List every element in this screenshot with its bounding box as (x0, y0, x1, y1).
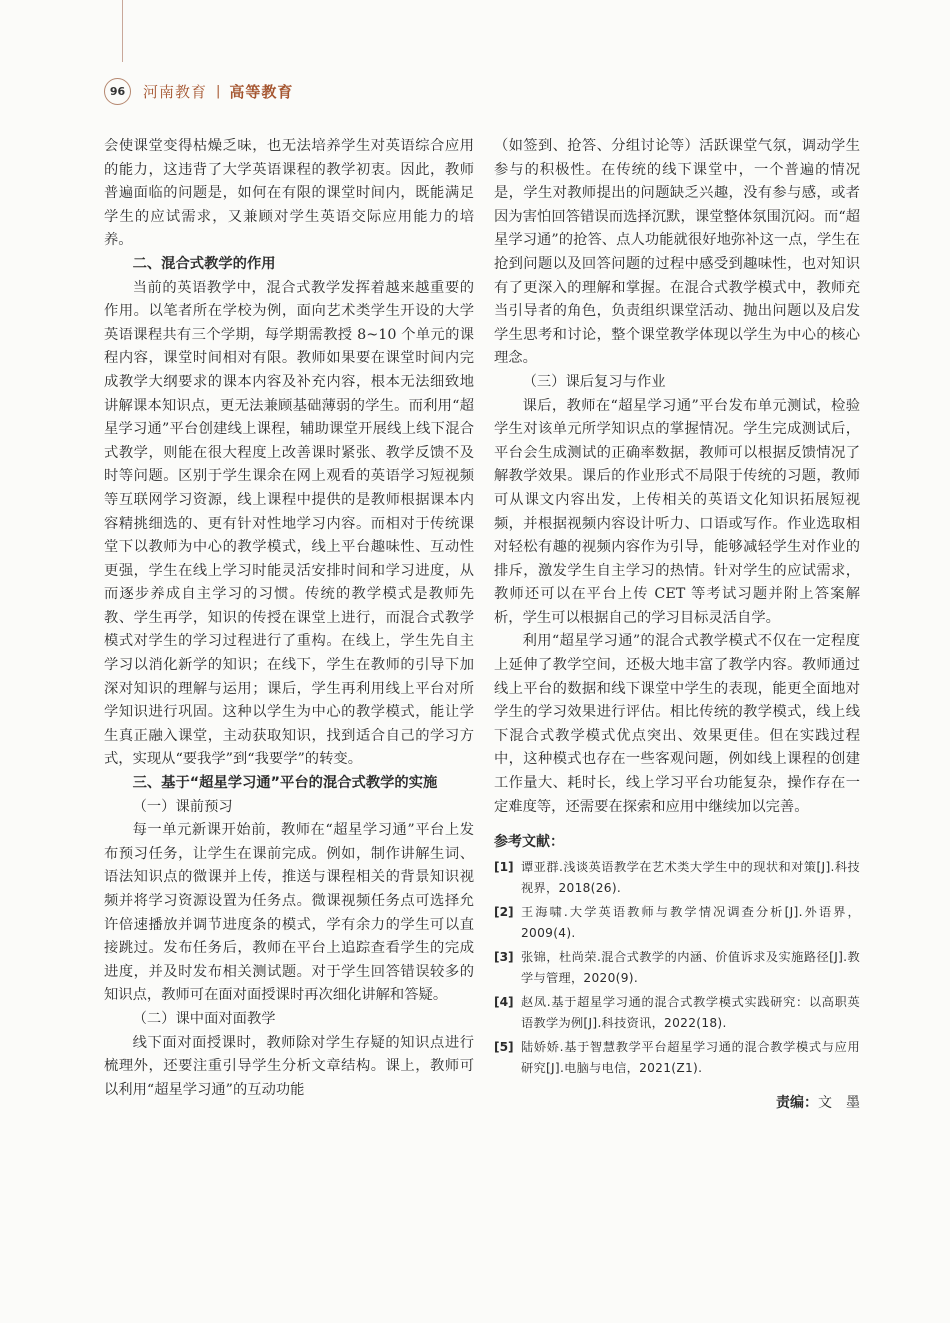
body-paragraph: （如签到、抢答、分组讨论等）活跃课堂气氛，调动学生参与的积极性。在传统的线下课堂中，一个普遍的情况是，学生对教师提出的问题缺乏兴趣，没有参与感，或者因为害怕回答错误而选择沉默，课堂整体氛围沉闷。而“超星学习通”的抢答、点人功能就很好地弥补这一点，学生在抢到问题以及回答问题的过程中感受到趣味性，也对知识有了更深入的理解和掌握。在混合式教学模式中，教师充当引导者的角色，负责组织课堂活动、抛出问题以及启发学生思考和讨论，整个课堂教学体现以学生为中心的核心理念。 (494, 138, 860, 367)
body-paragraph: 当前的英语教学中，混合式教学发挥着越来越重要的作用。以笔者所在学校为例，面向艺术类学生开设的大学英语课程共有三个学期，每学期需教授 8~10 个单元的课程内容，课堂时间相对有限。教师如果要在课堂时间内完成教学大纲要求的课本内容及补充内容，根本无法细致地讲解课本知识点，更无法兼顾基础薄弱的学生。而利用“超星学习通”平台创建线上课程，辅助课堂开展线上线下混合式教学，则能在很大程度上改善课时紧张、教学反馈不及时等问题。区别于学生课余在网上观看的英语学习短视频等互联网学习资源，线上课程中提供的是教师根据课本内容精挑细选的、更有针对性地学习内容。而相对于传统课堂下以教师为中心的教学模式，线上平台趣味性、互动性更强，学生在线上学习时能灵活安排时间和学习进度，从而逐步养成自主学习的习惯。传统的教学模式是教师先教、学生再学，知识的传授在课堂上进行，而混合式教学模式对学生的学习过程进行了重构。在线上，学生先自主学习以消化新学的知识；在线下，学生在教师的引导下加深对知识的理解与运用；课后，学生再利用线上平台对所学知识进行巩固。这种以学生为中心的教学模式，能让学生真正融入课堂，主动获取知识，找到适合自己的学习方式，实现从“要我学”到“我要学”的转变。 (104, 279, 474, 768)
reference-text: 赵凤.基于超星学习通的混合式教学模式实践研究：以高职英语教学为例[J].科技资讯，2022(18). (521, 994, 860, 1031)
reference-number: [5] (494, 1039, 514, 1054)
right-column (494, 135, 860, 1115)
page-number: 96 (104, 78, 131, 105)
reference-text: 王海啸.大学英语教师与教学情况调查分析[J].外语界，2009(4). (521, 904, 860, 941)
page-header (104, 76, 293, 106)
right-column-body (494, 135, 860, 819)
reference-item (494, 902, 860, 945)
reference-item (494, 992, 860, 1035)
section-heading: 三、基于“超星学习通”平台的混合式教学的实施 (132, 775, 438, 792)
reference-item (494, 1037, 860, 1080)
body-paragraph: 会使课堂变得枯燥乏味，也无法培养学生对英语综合应用的能力，这违背了大学英语课程的教学初衷。因此，教师普遍面临的问题是，如何在有限的课堂时间内，既能满足学生的应试需求，又兼顾对学生英语交际应用能力的培养。 (104, 138, 474, 249)
references-list (494, 857, 860, 1080)
reference-text: 陆娇娇.基于智慧教学平台超星学习通的混合教学模式与应用研究[J].电脑与电信，2021(Z1). (521, 1039, 860, 1076)
section-heading: 二、混合式教学的作用 (132, 255, 276, 272)
journal-name: 河南教育 (143, 82, 208, 101)
reference-number: [4] (494, 994, 514, 1009)
reference-number: [3] (494, 949, 514, 964)
body-paragraph: （三）课后复习与作业 (522, 373, 666, 390)
reference-text: 谭亚群.浅谈英语教学在艺术类大学生中的现状和对策[J].科技视界，2018(26). (521, 859, 860, 896)
header-separator: | (216, 83, 221, 99)
editor-name: 文 墨 (818, 1094, 860, 1111)
reference-item (494, 857, 860, 900)
body-paragraph: （一）课前预习 (132, 798, 233, 815)
body-paragraph: 课后，教师在“超星学习通”平台发布单元测试，检验学生对该单元所学知识点的掌握情况。学生完成测试后，平台会生成测试的正确率数据，教师可以根据反馈情况了解教学效果。课后的作业形式不局限于传统的习题，教师可从课文内容出发，上传相关的英语文化知识拓展短视频，并根据视频内容设计听力、口语或写作。作业选取相对轻松有趣的视频内容作为引导，能够减轻学生对作业的排斥，激发学生自主学习的热情。针对学生的应试需求，教师还可以在平台上传 CET 等考试习题并附上答案解析，学生可以根据自己的学习目标灵活自学。 (494, 397, 860, 626)
reference-number: [2] (494, 904, 514, 919)
left-column (104, 135, 474, 1102)
body-paragraph: 利用“超星学习通”的混合式教学模式不仅在一定程度上延伸了教学空间，还极大地丰富了教学内容。教师通过线上平台的数据和线下课堂中学生的表现，能更全面地对学生的学习效果进行评估。相比传统的教学模式，线上线下混合式教学模式优点突出、效果更佳。但在实践过程中，这种模式也存在一些客观问题，例如线上课程的创建工作量大、耗时长，线上学习平台功能复杂，操作存在一定难度等，还需要在探索和应用中继续加以完善。 (494, 633, 860, 815)
reference-item (494, 947, 860, 990)
body-paragraph: 每一单元新课开始前，教师在“超星学习通”平台上发布预习任务，让学生在课前完成。例如，制作讲解生词、语法知识点的微课并上传，推送与课程相关的背景知识视频并将学习资源设置为任务点。微课视频任务点可选择允许倍速播放并调节进度条的模式，学有余力的学生可以直接跳过。发布任务后，教师在平台上追踪查看学生的完成进度，并及时发布相关测试题。对于学生回答错误较多的知识点，教师可在面对面授课时再次细化讲解和答疑。 (104, 822, 474, 1004)
body-paragraph: 线下面对面授课时，教师除对学生存疑的知识点进行梳理外，还要注重引导学生分析文章结构。课上，教师可以利用“超星学习通”的互动功能 (104, 1034, 474, 1098)
references-title: 参考文献： (494, 834, 564, 851)
margin-line (122, 0, 123, 62)
reference-number: [1] (494, 859, 514, 874)
editor-label: 责编： (776, 1094, 818, 1111)
editor-credit (494, 1092, 860, 1116)
body-paragraph: （二）课中面对面教学 (132, 1010, 276, 1027)
reference-text: 张锦，杜尚荣.混合式教学的内涵、价值诉求及实施路径[J].教学与管理，2020(9). (521, 949, 860, 986)
section-name: 高等教育 (229, 82, 294, 101)
